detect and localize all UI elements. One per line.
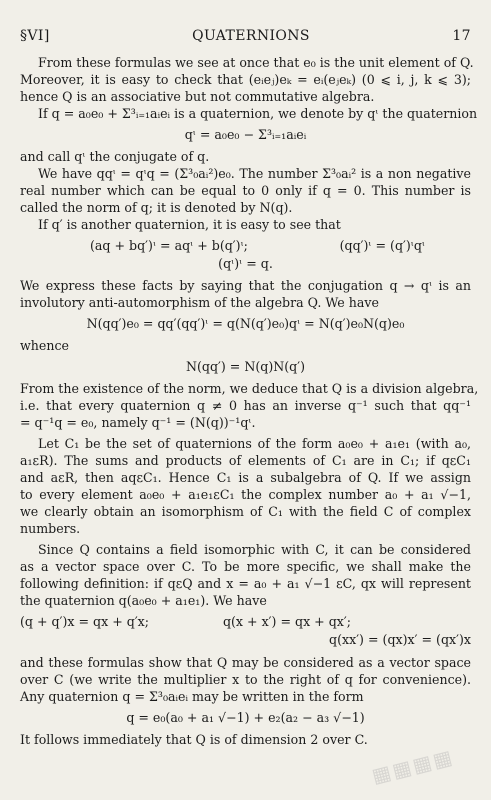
equation-norm-multiplicative: N(qq′) = N(q)N(q′)	[185, 359, 306, 374]
text-line: If q = a₀e₀ + Σ³ᵢ₌₁aᵢeᵢ is a quaternion, we denote by qᶥ the quaternion	[38, 106, 478, 121]
equation-part: (qq′)ᶥ = (q′)ᶥqᶥ	[339, 238, 425, 253]
text-line: whence	[20, 338, 69, 353]
text-line: Let C₁ be the set of quaternions of the form a₀e₀ + a₁e₁ (with a₀,	[38, 436, 471, 451]
text-line: and call qᶥ the conjugate of q.	[20, 149, 210, 164]
text-line: and aεR, then aqεC₁. Hence C₁ is a subalgebra of Q. If we assign	[20, 470, 471, 485]
text-line: If q′ is another quaternion, it is easy to see that	[38, 217, 341, 232]
equation-norm-product: N(qq′)e₀ = qq′(qq′)ᶥ = q(N(q′)e₀)qᶥ = N(q′)e₀N(q)e₀	[86, 316, 405, 331]
equation-conjugate: qᶥ = a₀e₀ − Σ³ᵢ₌₁aᵢeᵢ	[184, 127, 307, 142]
text-line: From these formulas we see at once that e₀ is the unit element of Q.	[38, 55, 474, 70]
text-line: as a vector space over C. To be more specific, we shall make the	[20, 559, 471, 574]
text-line: We express these facts by saying that the conjugation q → qᶥ is an	[20, 278, 471, 293]
text-line: real number which can be equal to 0 only if q = 0. This number is	[20, 183, 471, 198]
equation-part: (q + q′)x = qx + q′x;	[20, 614, 150, 629]
text-line: From the existence of the norm, we deduce that Q is a division algebra,	[20, 381, 479, 396]
equation-part: q(x + x′) = qx + qx′;	[222, 614, 351, 629]
text-line: following definition: if qεQ and x = a₀ + a₁ √−1 εC, qx will represent	[20, 576, 471, 591]
equation-part: (aq + bq′)ᶥ = aqᶥ + b(q′)ᶥ;	[90, 238, 248, 253]
running-title: QUATERNIONS	[192, 28, 310, 44]
text-line: called the norm of q; it is denoted by N(q).	[20, 200, 293, 215]
text-line: and these formulas show that Q may be considered as a vector space	[20, 655, 471, 670]
section-marker: §VI]	[20, 28, 50, 44]
text-line: numbers.	[20, 521, 81, 536]
watermark-stamp: ▦▦▦▦	[369, 744, 457, 788]
page-number: 17	[452, 28, 471, 44]
text-line: It follows immediately that Q is of dimension 2 over C.	[20, 732, 368, 747]
text-line: We have qqᶥ = qᶥq = (Σ³₀aᵢ²)e₀. The number Σ³₀aᵢ² is a non negative	[38, 166, 471, 181]
equation-vector-space-rules	[20, 613, 471, 649]
equation-complex-form: q = e₀(a₀ + a₁ √−1) + e₂(a₂ − a₃ √−1)	[126, 710, 365, 725]
equation-conjugation-properties	[20, 237, 471, 272]
running-header	[20, 28, 471, 44]
text-line: Since Q contains a field isomorphic with C, it can be considered	[38, 542, 471, 557]
equation-part: (qᶥ)ᶥ = q.	[218, 256, 273, 271]
text-line: over C (we write the multiplier x to the right of q for convenience).	[20, 672, 471, 687]
text-line: we clearly obtain an isomorphism of C₁ with the field C of complex	[20, 504, 471, 519]
text-line: a₁εR). The sums and products of elements of C₁ are in C₁; if qεC₁	[20, 453, 471, 468]
text-line: Moreover, it is easy to check that (eᵢeⱼ)eₖ = eᵢ(eⱼeₖ) (0 ⩽ i, j, k ⩽ 3);	[20, 72, 471, 87]
text-line: to every element a₀e₀ + a₁e₁εC₁ the complex number a₀ + a₁ √−1,	[20, 487, 471, 502]
text-line: the quaternion q(a₀e₀ + a₁e₁). We have	[20, 593, 267, 608]
text-line: hence Q is an associative but not commutative algebra.	[20, 89, 375, 104]
text-line: involutory anti-automorphism of the algebra Q. We have	[20, 295, 379, 310]
text-line: = q⁻¹q = e₀, namely q⁻¹ = (N(q))⁻¹qᶥ.	[20, 415, 256, 430]
text-line: i.e. that every quaternion q ≠ 0 has an inverse q⁻¹ such that qq⁻¹	[20, 398, 471, 413]
text-line: Any quaternion q = Σ³₀aᵢeᵢ may be written in the form	[20, 689, 364, 704]
equation-part: q(xx′) = (qx)x′ = (qx′)x	[329, 632, 471, 647]
